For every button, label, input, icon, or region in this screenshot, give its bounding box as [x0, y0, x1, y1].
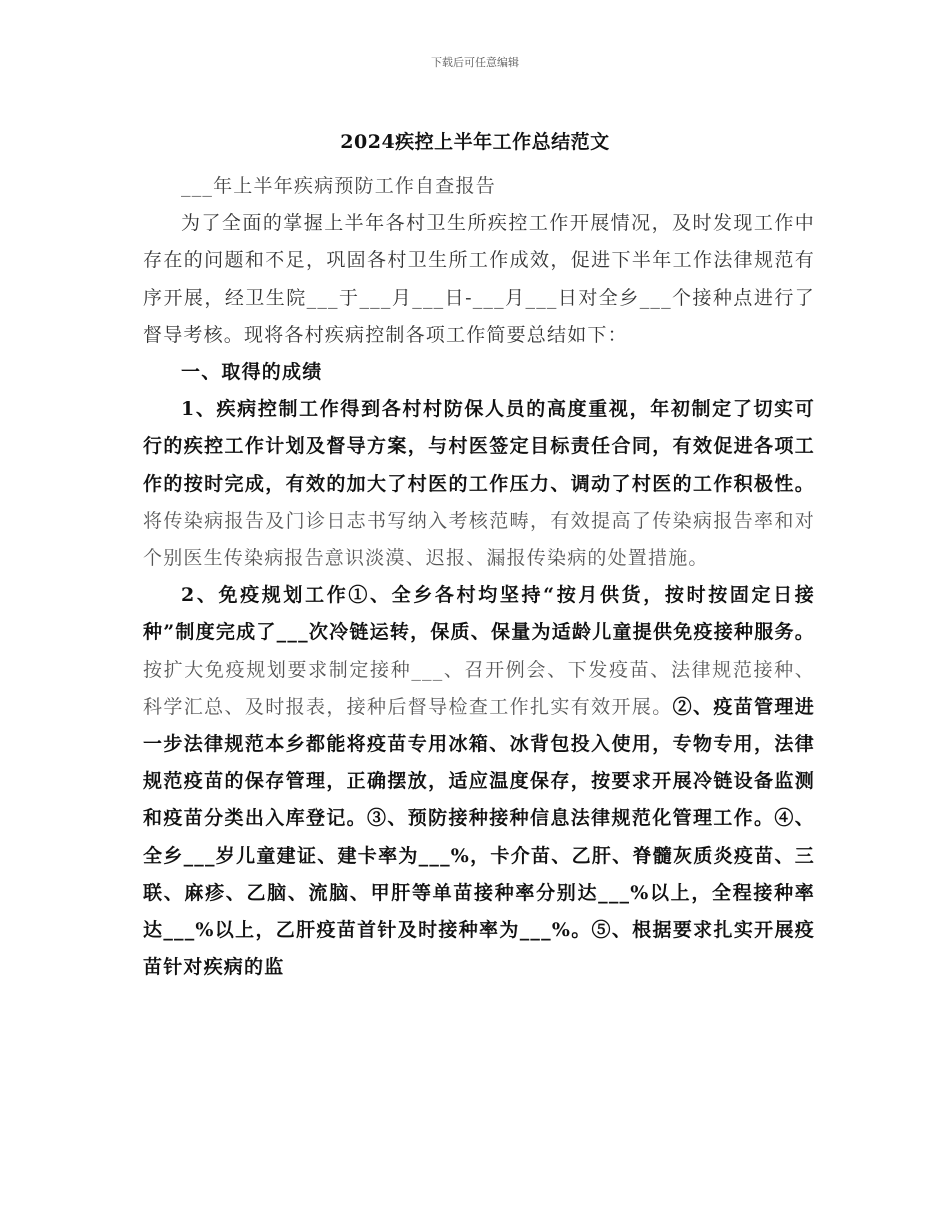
item-1-paragraph: [143, 391, 815, 577]
section-heading-achievements: 一、取得的成绩: [181, 361, 323, 384]
document-title: 2024疾控上半年工作总结范文: [340, 131, 610, 153]
item-1-normal-text: 将传染病报告及门诊日志书写纳入考核范畴，有效提高了传染病报告率和对个别医生传染病报告意识淡漠、迟报、漏报传染病的处置措施。: [143, 509, 815, 570]
header-note: 下载后可任意编辑: [431, 56, 519, 69]
item-2-bold-text-a: 2、免疫规划工作①、全乡各村均坚持“按月供货，按时按固定日接种”制度完成了___次冷链运转，保质、保量为适龄儿童提供免疫接种服务。: [143, 584, 815, 644]
item-1-bold-text: 1、疾病控制工作得到各村村防保人员的高度重视，年初制定了切实可行的疾控工作计划及督导方案，与村医签定目标责任合同，有效促进各项工作的按时完成，有效的加大了村医的工作压力、调动了村医的工作积极性。: [143, 398, 815, 495]
report-subtitle: ___年上半年疾病预防工作自查报告: [181, 175, 496, 197]
item-2-normal-text: 按扩大免疫规划要求制定接种___、召开例会、下发疫苗、法律规范接种、科学汇总、及时报表，接种后督导检查工作扎实有效开展。: [143, 658, 815, 718]
document-body: [143, 168, 815, 986]
intro-paragraph: 为了全面的掌握上半年各村卫生所疾控工作开展情况，及时发现工作中存在的问题和不足，巩固各村卫生所工作成效，促进下半年工作法律规范有序开展，经卫生院___于___月___日-___月___日对全乡___个接种点进行了督导考核。现将各村疾病控制各项工作简要总结如下：: [143, 212, 815, 346]
item-2-bold-text-b: ②、疫苗管理进一步法律规范本乡都能将疫苗专用冰箱、冰背包投入使用，专物专用，法律规范疫苗的保存管理，正确摆放，适应温度保存，按要求开展冷链设备监测和疫苗分类出入库登记。③、预防接种接种信息法律规范化管理工作。④、全乡___岁儿童建证、建卡率为___%，卡介苗、乙肝、脊髓灰质炎疫苗、三联、麻疹、乙脑、流脑、甲肝等单苗接种率分别达___%以上，全程接种率达___%以上，乙肝疫苗首针及时接种率为___%。⑤、根据要求扎实开展疫苗针对疾病的监: [143, 695, 816, 979]
item-2-paragraph: [143, 577, 815, 986]
